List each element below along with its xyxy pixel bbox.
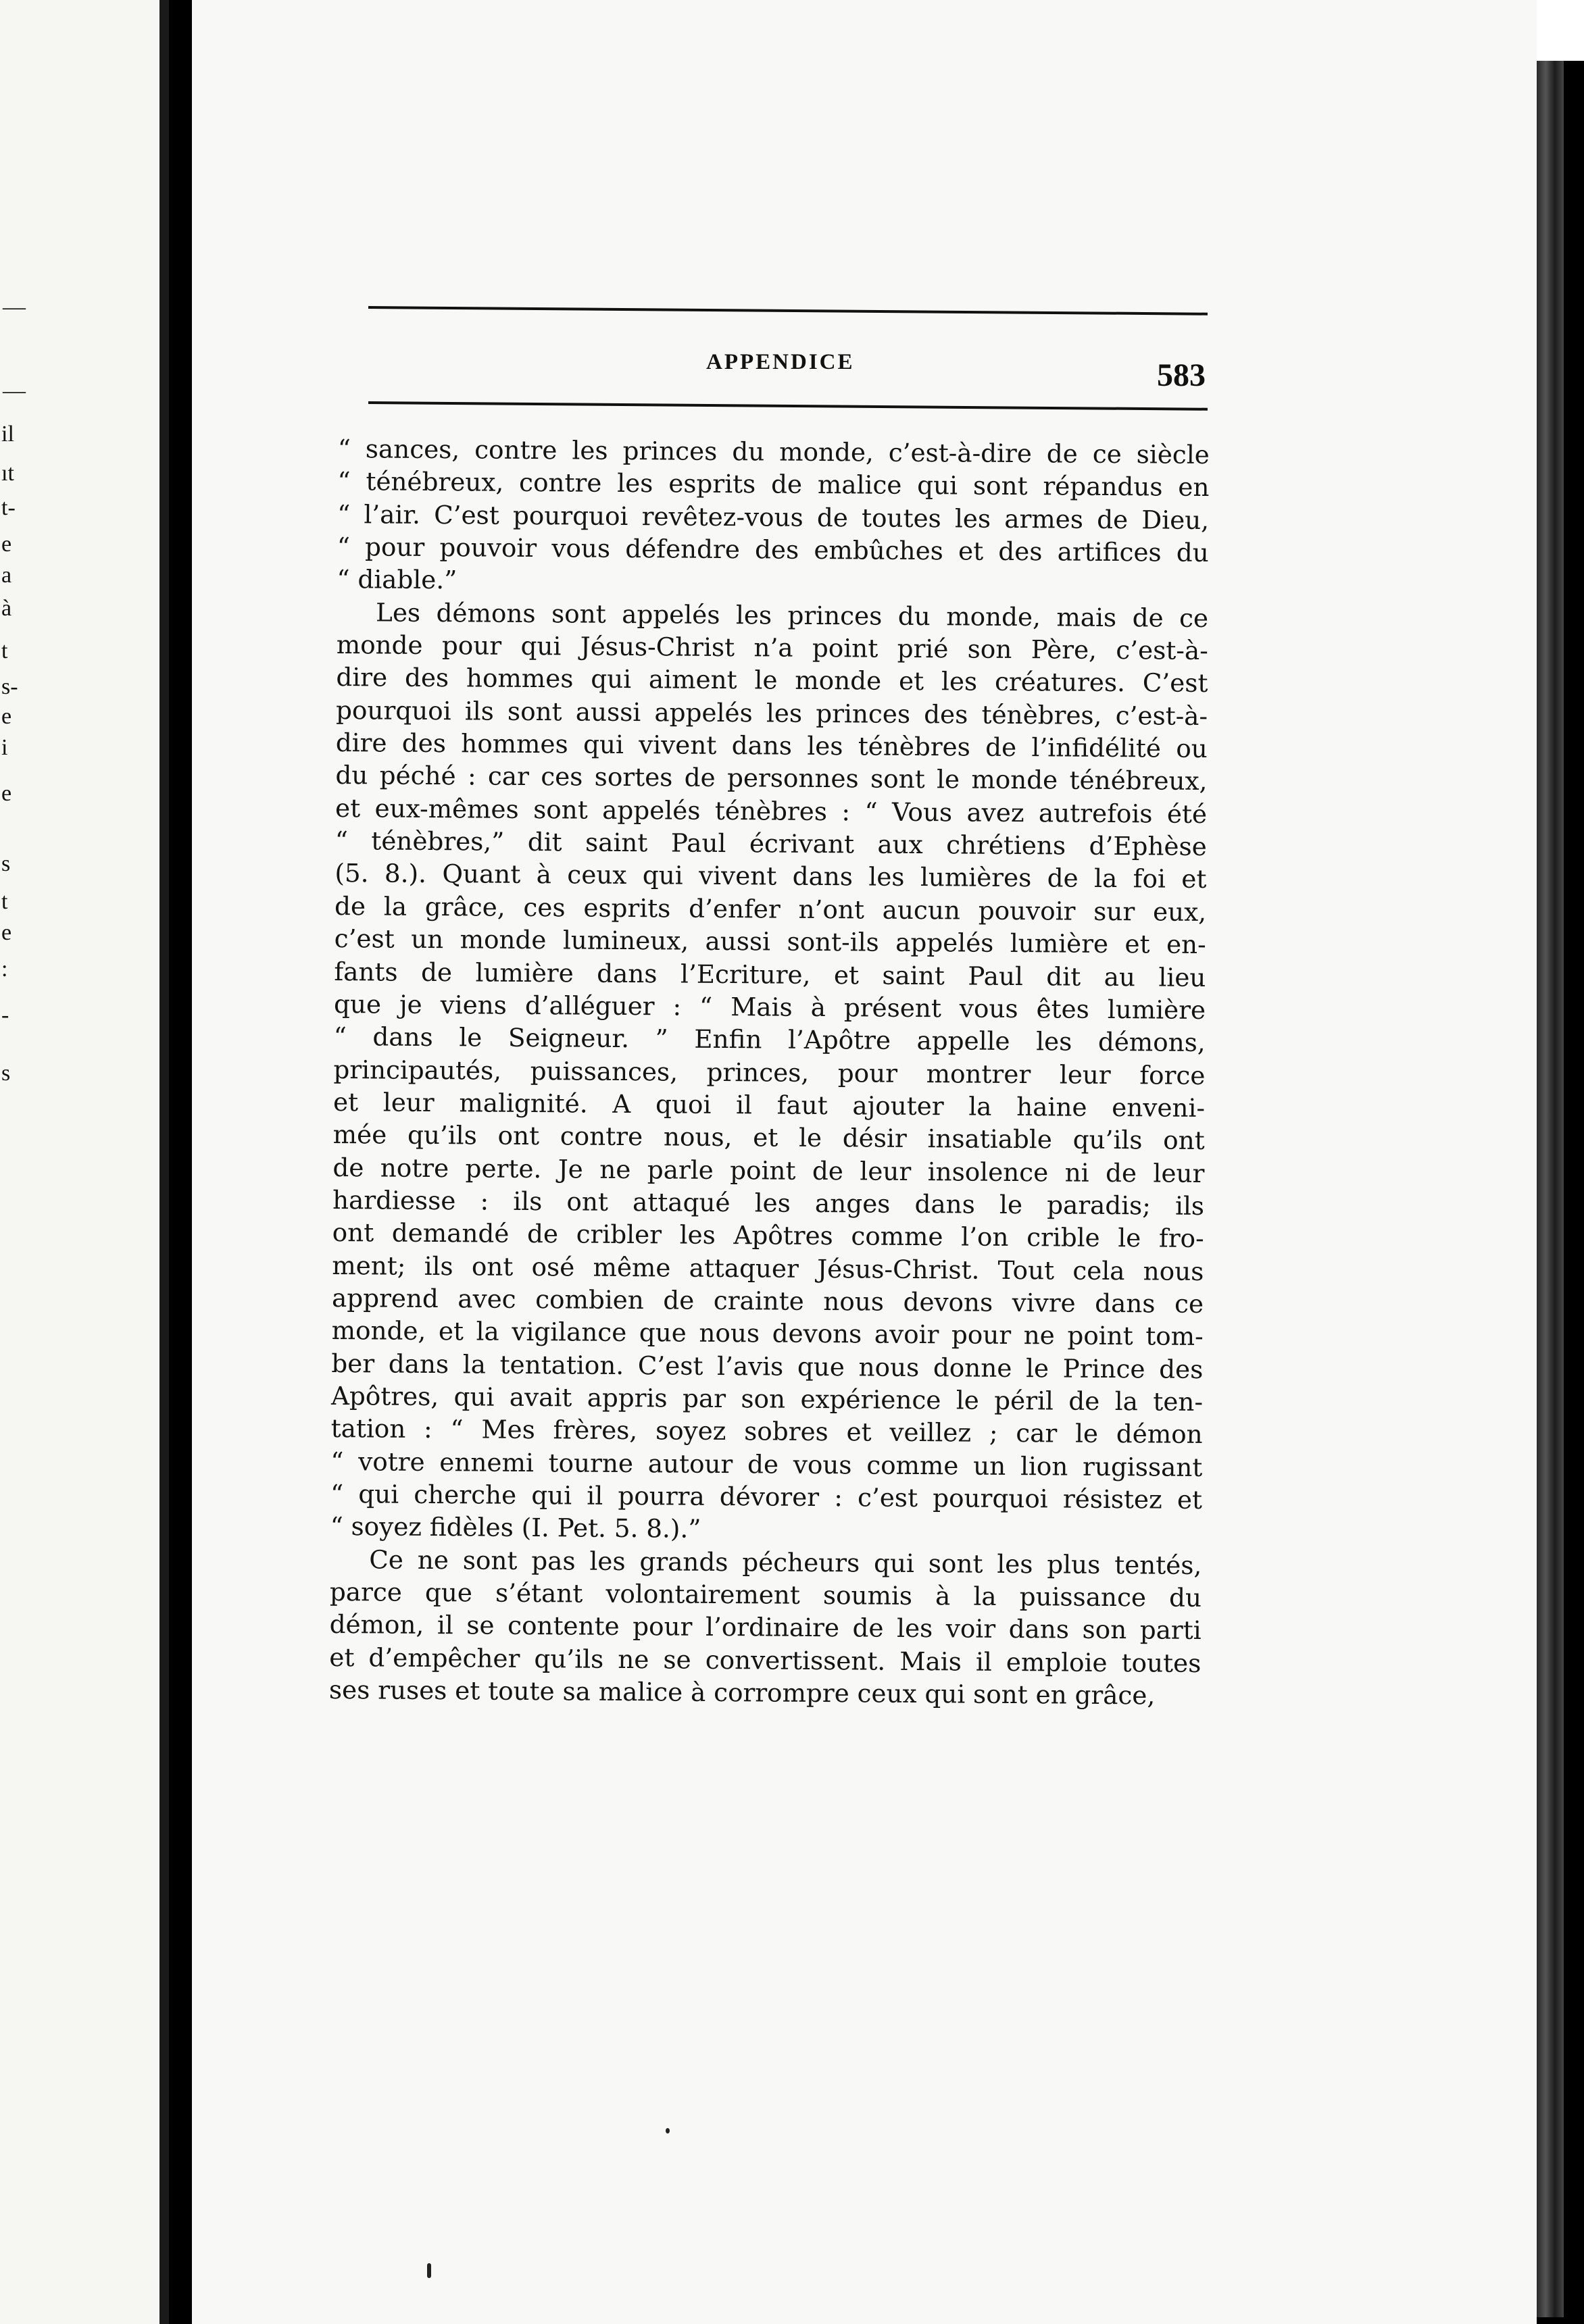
- text-line: et eux-mêmes sont appelés ténèbres : “ Vous avez autrefois été: [335, 792, 1208, 829]
- running-title: APPENDICE: [706, 350, 855, 374]
- text-line: que je viens d’alléguer : “ Mais à présent vous êtes lumière: [333, 988, 1206, 1025]
- text-line: Apôtres, qui avait appris par son expérience le péril de la ten-: [330, 1380, 1204, 1417]
- text-line: “ ténèbres,” dit saint Paul écrivant aux chrétiens d’Ephèse: [335, 826, 1207, 862]
- left-page-fragment: il: [1, 422, 14, 447]
- text-line: apprend avec combien de crainte nous devons vivre dans ce: [331, 1282, 1204, 1319]
- text-line: et leur malignité. A quoi il faut ajouter la haine enveni-: [332, 1086, 1206, 1123]
- left-page-fragment: i: [1, 735, 8, 760]
- text-line: principautés, puissances, princes, pour montrer leur force: [333, 1054, 1206, 1090]
- left-page-fragment: :: [1, 957, 8, 982]
- text-line: fants de lumière dans l’Ecriture, et saint Paul dit au lieu: [334, 956, 1206, 992]
- page-gutter: [159, 0, 169, 2324]
- text-line: “ dans le Seigneur. ” Enfin l’Apôtre appelle les démons,: [333, 1021, 1206, 1058]
- text-line: hardiesse : ils ont attaqué les anges dans le paradis; ils: [332, 1184, 1205, 1221]
- text-line: monde, et la vigilance que nous devons avoir pour ne point tom-: [331, 1315, 1204, 1352]
- left-page-fragment: t: [1, 638, 8, 663]
- text-line: ses ruses et toute sa malice à corrompre ceux qui sont en grâce,: [328, 1675, 1156, 1711]
- text-line: Les démons sont appelés les princes du monde, mais de ce: [375, 597, 1209, 633]
- page-edge-shadow: [1537, 61, 1564, 2317]
- left-page-fragment: —: [3, 378, 26, 403]
- left-page-fragment: -: [1, 1003, 9, 1028]
- left-page-fragment: à: [1, 596, 12, 621]
- text-line: “ soyez fidèles (I. Pet. 5. 8.).”: [330, 1511, 701, 1544]
- text-line: de la grâce, ces esprits d’enfer n’ont aucun pouvoir sur eux,: [334, 890, 1207, 927]
- left-page-fragment: t-: [1, 495, 16, 520]
- text-line: ment; ils ont osé même attaquer Jésus-Christ. Tout cela nous: [332, 1250, 1204, 1286]
- left-page-fragment: s-: [1, 674, 18, 699]
- text-line: dire des hommes qui vivent dans les ténèbres de l’infidélité ou: [335, 728, 1208, 764]
- left-page-fragment: —: [3, 295, 26, 320]
- left-page-fragment: a: [1, 563, 12, 588]
- left-page-fragment: s: [1, 851, 11, 876]
- text-line: “ sances, contre les princes du monde, c’est-à-dire de ce siècle: [337, 433, 1210, 470]
- text-line: “ pour pouvoir vous défendre des embûches et des artifices du: [337, 532, 1209, 568]
- text-line: pourquoi ils sont aussi appelés les princes des ténèbres, c’est-à-: [335, 694, 1208, 731]
- left-page-fragment: e: [1, 704, 12, 729]
- left-page-fragment: s: [1, 1061, 11, 1086]
- text-line: de notre perte. Je ne parle point de leur insolence ni de leur: [332, 1152, 1205, 1188]
- page-number: 583: [1157, 357, 1206, 393]
- left-facing-page: [0, 0, 169, 2324]
- text-line: et d’empêcher qu’ils ne se convertissent. Mais il emploie toutes: [329, 1642, 1202, 1678]
- ink-speck: [666, 2128, 670, 2133]
- text-line: “ qui cherche qui il pourra dévorer : c’est pourquoi résistez et: [330, 1478, 1203, 1515]
- text-line: ont demandé de cribler les Apôtres comme l’on crible le fro-: [332, 1217, 1204, 1254]
- text-line: “ votre ennemi tourne autour de vous comme un lion rugissant: [330, 1446, 1203, 1482]
- text-line: Ce ne sont pas les grands pécheurs qui sont les plus tentés,: [369, 1544, 1202, 1580]
- left-page-fragment: e: [1, 532, 12, 557]
- text-line: “ ténébreux, contre les esprits de malice qui sont répandus en: [337, 466, 1210, 503]
- page-edge-top: [1537, 0, 1584, 61]
- text-line: “ l’air. C’est pourquoi revêtez-vous de toutes les armes de Dieu,: [337, 499, 1210, 535]
- ink-speck: [427, 2263, 431, 2278]
- text-line: parce que s’étant volontairement soumis à la puissance du: [329, 1576, 1202, 1613]
- text-line: dire des hommes qui aiment le monde et les créatures. C’est: [336, 662, 1208, 699]
- left-page-fragment: t: [1, 889, 8, 914]
- text-line: du péché : car ces sortes de personnes sont le monde ténébreux,: [335, 760, 1208, 797]
- text-line: “ diable.”: [337, 564, 457, 595]
- text-line: monde pour qui Jésus-Christ n’a point prié son Père, c’est-à-: [336, 630, 1208, 666]
- text-line: (5. 8.). Quant à ceux qui vivent dans les lumières de la foi et: [335, 858, 1207, 894]
- text-line: ber dans la tentation. C’est l’avis que nous donne le Prince des: [331, 1348, 1204, 1384]
- text-line: c’est un monde lumineux, aussi sont-ils appelés lumière et en-: [334, 924, 1206, 960]
- text-line: démon, il se contente pour l’ordinaire de les voir dans son parti: [329, 1609, 1202, 1646]
- left-page-fragment: ıt: [1, 461, 14, 486]
- left-page-fragment: e: [1, 920, 12, 945]
- left-page-fragment: e: [1, 781, 12, 806]
- text-line: tation : “ Mes frères, soyez sobres et veillez ; car le démon: [330, 1413, 1203, 1450]
- body-text: [329, 432, 1210, 1712]
- text-line: mée qu’ils ont contre nous, et le désir insatiable qu’ils ont: [332, 1119, 1205, 1156]
